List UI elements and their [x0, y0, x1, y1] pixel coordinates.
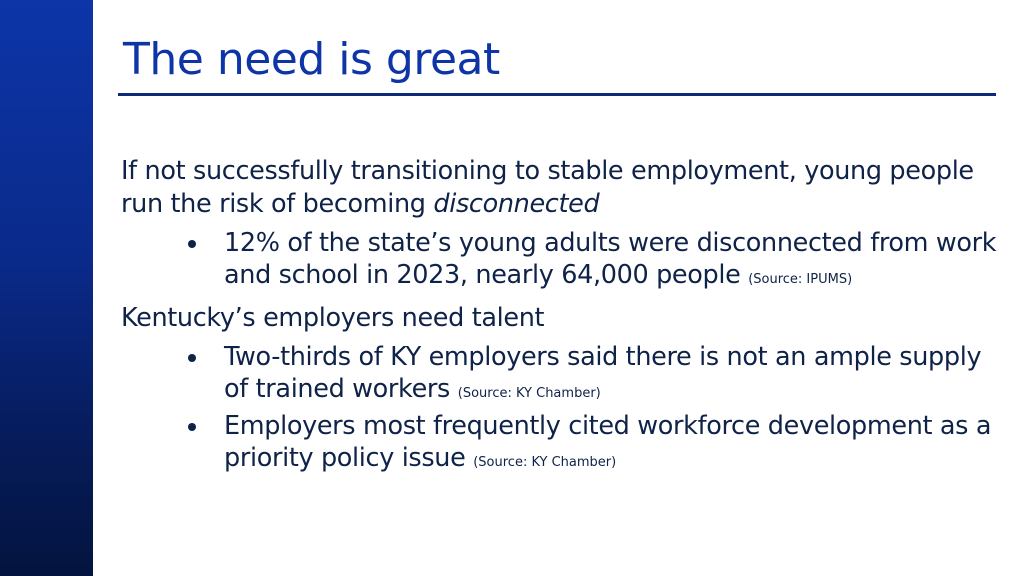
slide-title: The need is great: [123, 34, 500, 85]
section-2-text: Kentucky’s employers need talent: [121, 303, 545, 333]
bullet-dot-icon: [188, 354, 196, 362]
bullet-source: (Source: KY Chamber): [473, 455, 617, 470]
section-2-statement: [121, 302, 1001, 335]
side-accent-band: [0, 0, 93, 576]
slide-body: [121, 155, 1001, 479]
bullet-source: (Source: IPUMS): [748, 272, 853, 287]
bullet-text: 12% of the state’s young adults were disconnected from work and school in 2023, nearly 64,000 people: [224, 228, 997, 290]
title-underline-rule: [118, 93, 996, 96]
section-1-bullets: [121, 227, 1001, 296]
bullet-dot-icon: [188, 240, 196, 248]
section-1-statement: [121, 155, 1001, 221]
bullet-text: Two-thirds of KY employers said there is not an ample supply of trained workers: [224, 342, 982, 404]
section-1-emphasis: disconnected: [433, 189, 600, 219]
section-1-text: If not successfully transitioning to stable employment, young people run the risk of becoming: [121, 156, 974, 219]
bullet-text: Employers most frequently cited workforce development as a priority policy issue: [224, 411, 992, 473]
bullet-source: (Source: KY Chamber): [457, 386, 601, 401]
bullet-item: [121, 341, 1001, 410]
bullet-dot-icon: [188, 423, 196, 431]
section-2-bullets: [121, 341, 1001, 479]
bullet-item: [121, 227, 1001, 296]
bullet-item: [121, 410, 1001, 479]
